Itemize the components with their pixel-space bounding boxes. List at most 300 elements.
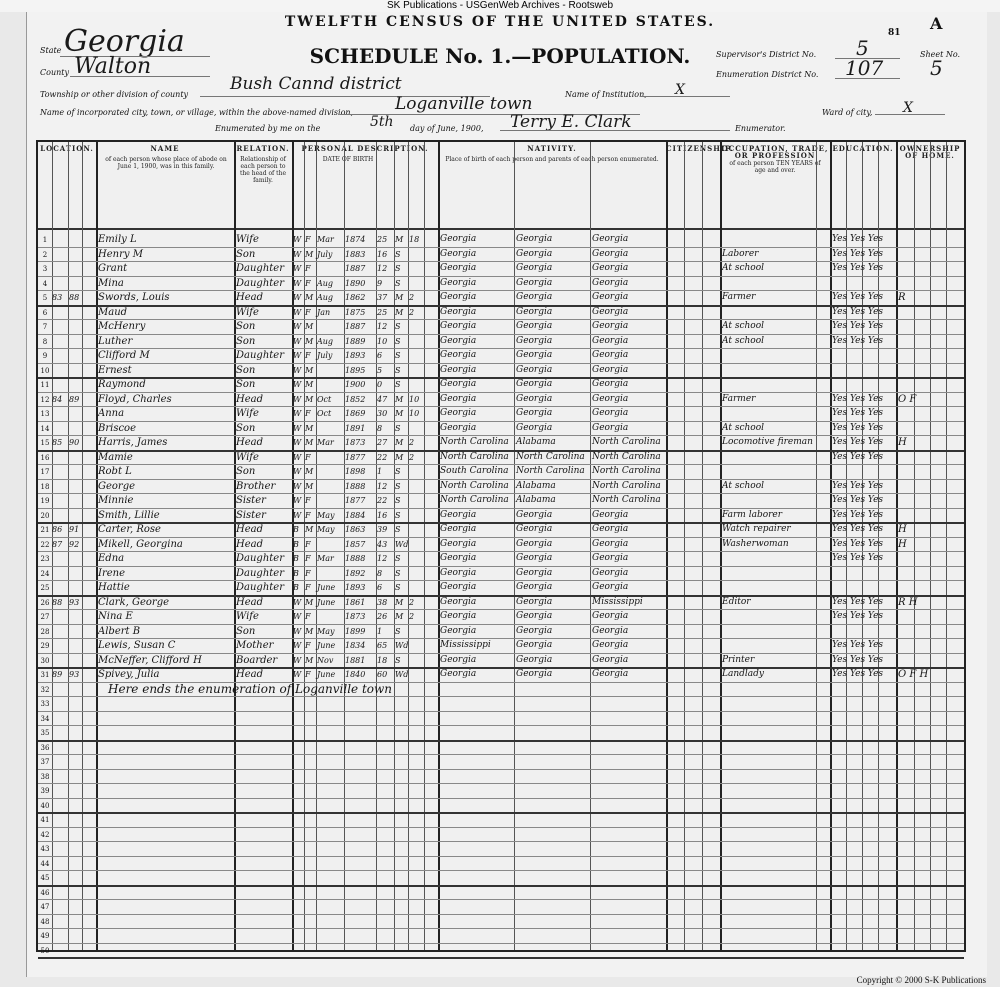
cell-name: Emily L — [98, 234, 137, 245]
col-dob: DATE OF BIRTH — [322, 156, 374, 163]
cell-own: H — [898, 437, 907, 448]
cell-color: B — [293, 539, 299, 549]
cell-b3: North Carolina — [592, 480, 661, 491]
cell-name: McHenry — [98, 321, 146, 332]
cell-month: May — [317, 525, 335, 534]
row-number: 35 — [40, 729, 50, 737]
row-number: 31 — [40, 671, 50, 679]
cell-color: W — [293, 612, 302, 621]
cell-age: 8 — [377, 568, 383, 578]
cell-name: Harris, James — [98, 437, 168, 448]
township-value: Bush Cannd district — [230, 74, 402, 94]
cell-ms: S — [395, 510, 401, 520]
cell-b3: Georgia — [592, 509, 629, 520]
cell-month: Aug — [317, 293, 334, 302]
cell-own: O F H — [898, 669, 929, 680]
cell-b3: Georgia — [592, 277, 629, 288]
row-rule — [38, 899, 964, 900]
cell-b3: North Carolina — [592, 451, 661, 462]
cell-age: 38 — [377, 597, 388, 607]
cell-name: Irene — [98, 567, 126, 579]
cell-dw: 83 — [52, 293, 63, 302]
cell-name: Carter, Rose — [98, 524, 161, 535]
cell-year: 1883 — [345, 249, 366, 259]
cell-yrs: 18 — [409, 235, 420, 244]
row-number: 28 — [40, 627, 50, 636]
cell-name: Mikell, Georgina — [98, 538, 183, 550]
cell-fam: 92 — [69, 539, 80, 549]
cell-color: W — [293, 322, 302, 331]
cell-occ: Farm laborer — [722, 509, 783, 520]
cell-rel: Sister — [236, 509, 266, 521]
cell-yrs: 2 — [409, 438, 415, 447]
cell-sex: M — [305, 423, 314, 433]
cell-month: Jan — [317, 307, 331, 317]
cell-b1: Georgia — [440, 422, 477, 433]
cell-rel: Wife — [236, 234, 259, 245]
cell-sex: M — [305, 626, 314, 636]
cell-b1: Georgia — [440, 292, 477, 302]
cell-b3: Georgia — [592, 640, 629, 650]
row-number: 5 — [42, 294, 48, 302]
cell-sex: M — [305, 525, 314, 534]
col-relation: RELATION. — [236, 144, 290, 153]
cell-name: Luther — [98, 335, 133, 347]
cell-b3: Georgia — [592, 582, 629, 592]
cell-b1: South Carolina — [440, 466, 509, 476]
cell-month: May — [317, 510, 335, 520]
cell-color: W — [293, 467, 302, 476]
row-rule — [38, 885, 964, 887]
cell-b1: Georgia — [440, 538, 477, 549]
cell-month: July — [317, 249, 333, 259]
cell-age: 12 — [377, 554, 388, 563]
cell-yrs: 10 — [409, 409, 420, 418]
cell-color: B — [293, 568, 299, 578]
header-divider — [38, 228, 964, 230]
cell-year: 1887 — [345, 322, 366, 331]
cell-b2: Georgia — [516, 364, 553, 375]
cell-b2: Georgia — [516, 654, 553, 665]
cell-ms: M — [395, 597, 404, 607]
row-rule — [38, 740, 964, 742]
row-number: 7 — [42, 323, 48, 331]
cell-name: Grant — [98, 263, 128, 274]
cell-color: W — [293, 278, 302, 288]
cell-color: W — [293, 626, 302, 636]
cell-rel: Daughter — [236, 277, 284, 289]
row-rule — [38, 725, 964, 726]
cell-b3: Georgia — [592, 553, 629, 563]
cell-age: 12 — [377, 322, 388, 331]
cell-ms: S — [395, 249, 401, 259]
cell-b1: Georgia — [440, 408, 477, 418]
cell-b3: Georgia — [592, 292, 629, 302]
cell-edu: Yes Yes Yes — [832, 509, 884, 520]
page-number: 81 — [888, 28, 901, 38]
cell-year: 1895 — [345, 365, 366, 375]
row-number: 12 — [40, 395, 50, 404]
cell-name: Spivey, Julia — [98, 669, 160, 680]
cell-b3: Georgia — [592, 654, 629, 665]
cell-ms: S — [395, 365, 401, 375]
cell-b2: Alabama — [516, 495, 556, 505]
row-number: 11 — [40, 381, 50, 389]
ward-value: X — [903, 100, 913, 116]
county-label: County — [40, 68, 69, 77]
population-table — [36, 140, 966, 955]
row-number: 26 — [40, 598, 50, 607]
row-rule — [38, 798, 964, 799]
cell-color: W — [293, 336, 302, 346]
institution-line — [640, 96, 730, 97]
cell-dw: 87 — [52, 539, 63, 549]
cell-sex: F — [305, 641, 311, 650]
cell-occ: At school — [722, 321, 764, 331]
cell-year: 1898 — [345, 467, 366, 476]
cell-edu: Yes Yes Yes — [832, 538, 884, 549]
cell-b2: Georgia — [516, 538, 553, 549]
cell-fam: 90 — [69, 438, 80, 447]
enumerator-label: Enumerator. — [735, 124, 786, 133]
cell-month: Aug — [317, 278, 334, 288]
cell-rel: Son — [236, 335, 256, 347]
cell-age: 27 — [377, 438, 388, 447]
cell-age: 30 — [377, 409, 388, 418]
cell-rel: Wife — [236, 306, 259, 318]
cell-sex: F — [305, 409, 311, 418]
cell-year: 1887 — [345, 264, 366, 273]
cell-name: Robt L — [98, 466, 132, 477]
row-rule — [38, 827, 964, 828]
cell-month: Oct — [317, 394, 332, 404]
cell-b2: Georgia — [516, 292, 553, 302]
cell-year: 1899 — [345, 626, 366, 636]
row-number: 3 — [42, 265, 48, 273]
cell-ms: Wd — [395, 539, 409, 549]
cell-ms: S — [395, 655, 401, 665]
cell-month: Mar — [317, 235, 334, 244]
cell-b2: Georgia — [516, 393, 553, 404]
cell-b2: Georgia — [516, 350, 553, 360]
cell-b2: Georgia — [516, 582, 553, 592]
cell-dw: 88 — [52, 597, 63, 607]
cell-own: O F — [898, 393, 917, 405]
cell-b2: Georgia — [516, 234, 553, 244]
cell-occ: Locomotive fireman — [722, 437, 813, 447]
cell-edu: Yes Yes Yes — [832, 611, 884, 621]
cell-b2: Georgia — [516, 263, 553, 273]
cell-color: B — [293, 583, 299, 592]
cell-fam: 88 — [69, 293, 80, 302]
row-number: 42 — [40, 830, 50, 839]
row-number: 8 — [42, 337, 48, 346]
cell-ms: S — [395, 423, 401, 433]
col-name: NAME — [150, 144, 180, 153]
row-rule — [38, 711, 964, 712]
cell-month: Mar — [317, 438, 334, 447]
row-rule — [38, 856, 964, 857]
cell-b1: Georgia — [440, 379, 477, 389]
cell-b1: Georgia — [440, 393, 477, 404]
cell-color: W — [293, 452, 302, 462]
cell-b1: Georgia — [440, 263, 477, 273]
cell-edu: Yes Yes Yes — [832, 437, 884, 447]
cell-b2: Georgia — [516, 625, 553, 636]
institution-label: Name of Institution, — [565, 90, 647, 99]
cell-edu: Yes Yes Yes — [832, 292, 884, 302]
cell-name: George — [98, 480, 136, 492]
cell-fam: 91 — [69, 525, 80, 534]
row-number: 39 — [40, 787, 50, 795]
cell-fam: 93 — [69, 597, 80, 607]
cell-b1: Georgia — [440, 654, 477, 665]
cell-b3: North Carolina — [592, 437, 661, 447]
copyright: Copyright © 2000 S-K Publications — [856, 975, 986, 985]
row-rule — [38, 754, 964, 755]
cell-year: 1877 — [345, 496, 366, 505]
cell-occ: At school — [722, 263, 764, 273]
row-number: 22 — [40, 540, 50, 549]
cell-rel: Son — [236, 321, 256, 332]
cell-b1: Georgia — [440, 364, 477, 375]
cell-name: Lewis, Susan C — [98, 640, 176, 651]
row-rule — [38, 928, 964, 929]
col-ownership: OWNERSHIP OF HOME. — [899, 144, 961, 160]
cell-age: 65 — [377, 641, 388, 650]
cell-sex: M — [305, 394, 314, 404]
cell-name: Floyd, Charles — [98, 393, 172, 405]
cell-b3: Georgia — [592, 393, 629, 404]
cell-b2: Georgia — [516, 553, 553, 563]
cell-b3: Georgia — [592, 263, 629, 273]
cell-sex: F — [305, 612, 311, 621]
cell-ms: Wd — [395, 641, 409, 650]
cell-name: Ernest — [98, 364, 132, 376]
cell-rel: Daughter — [236, 553, 284, 564]
row-number: 18 — [40, 482, 50, 491]
cell-rel: Son — [236, 422, 256, 434]
cell-edu: Yes Yes Yes — [832, 495, 884, 505]
row-rule — [38, 943, 964, 944]
cell-age: 26 — [377, 612, 388, 621]
row-number: 17 — [40, 468, 50, 476]
cell-b2: Georgia — [516, 408, 553, 418]
cell-color: W — [293, 438, 302, 447]
enumeration-value: 107 — [845, 56, 884, 80]
cell-ms: S — [395, 496, 401, 505]
row-number: 20 — [40, 511, 50, 520]
cell-edu: Yes Yes Yes — [832, 654, 884, 665]
cell-b3: Georgia — [592, 625, 629, 636]
cell-b1: Georgia — [440, 596, 477, 607]
enumerated-day: 5th — [370, 114, 394, 130]
col-name-note: of each person whose place of abode on June 1, 1900, was in this family. — [105, 156, 227, 170]
cell-fam: 93 — [69, 670, 80, 679]
enumerated-label: Enumerated by me on the — [215, 124, 321, 133]
row-rule — [38, 841, 964, 842]
county-line — [70, 76, 210, 77]
cell-ms: S — [395, 481, 401, 491]
row-number: 21 — [40, 526, 50, 534]
cell-name: Mamie — [98, 451, 133, 463]
row-number: 4 — [42, 279, 48, 288]
cell-age: 43 — [377, 539, 388, 549]
source-banner: SK Publications - USGenWeb Archives - Rootsweb — [0, 0, 1000, 12]
cell-b1: North Carolina — [440, 480, 509, 491]
cell-b1: Georgia — [440, 306, 477, 317]
cell-rel: Wife — [236, 611, 259, 622]
cell-b3: Georgia — [592, 335, 629, 346]
cell-edu: Yes Yes Yes — [832, 596, 884, 607]
cell-year: 1840 — [345, 670, 366, 679]
cell-yrs: 2 — [409, 612, 415, 621]
cell-yrs: 10 — [409, 394, 420, 404]
cell-b1: North Carolina — [440, 495, 509, 505]
county-value: Walton — [74, 54, 152, 79]
cell-name: Maud — [98, 306, 128, 318]
state-label: State — [40, 46, 62, 55]
cell-age: 18 — [377, 655, 388, 665]
cell-year: 1834 — [345, 641, 366, 650]
cell-year: 1893 — [345, 351, 366, 360]
cell-sex: F — [305, 264, 311, 273]
cell-rel: Head — [236, 437, 264, 448]
cell-b3: Georgia — [592, 364, 629, 375]
row-number: 13 — [40, 410, 50, 418]
cell-b2: Georgia — [516, 422, 553, 433]
cell-color: W — [293, 481, 302, 491]
cell-rel: Brother — [236, 480, 276, 492]
row-rule — [38, 870, 964, 871]
enumerator-line — [500, 130, 730, 131]
cell-color: W — [293, 293, 302, 302]
supervisor-label: Supervisor's District No. — [716, 50, 817, 59]
cell-ms: S — [395, 554, 401, 563]
cell-own: R — [898, 292, 906, 303]
cell-rel: Daughter — [236, 263, 284, 274]
cell-sex: M — [305, 249, 314, 259]
cell-edu: Yes Yes Yes — [832, 480, 884, 491]
cell-age: 22 — [377, 452, 388, 462]
cell-b1: Georgia — [440, 277, 477, 288]
row-number: 38 — [40, 772, 50, 781]
row-rule — [38, 769, 964, 770]
cell-b3: Georgia — [592, 379, 629, 389]
cell-year: 1881 — [345, 655, 366, 665]
cell-occ: At school — [722, 335, 764, 346]
cell-ms: M — [395, 612, 404, 621]
cell-age: 25 — [377, 307, 388, 317]
cell-year: 1861 — [345, 597, 366, 607]
sheet-label: Sheet No. — [920, 50, 961, 59]
cell-b3: Mississippi — [592, 596, 643, 607]
cell-occ: Farmer — [722, 393, 756, 404]
cell-year: 1873 — [345, 612, 366, 621]
cell-yrs: 2 — [409, 307, 415, 317]
cell-month: July — [317, 351, 333, 360]
census-title: TWELFTH CENSUS OF THE UNITED STATES. — [284, 14, 716, 30]
cell-month: June — [317, 583, 336, 592]
cell-rel: Head — [236, 596, 264, 608]
cell-b3: Georgia — [592, 669, 629, 679]
cell-year: 1891 — [345, 423, 366, 433]
cell-year: 1873 — [345, 438, 366, 447]
cell-b2: Georgia — [516, 509, 553, 520]
cell-edu: Yes Yes Yes — [832, 553, 884, 563]
cell-color: W — [293, 351, 302, 360]
cell-rel: Son — [236, 466, 256, 477]
cell-name: Nina E — [98, 611, 133, 622]
cell-ms: S — [395, 525, 401, 534]
cell-age: 12 — [377, 264, 388, 273]
row-number: 47 — [40, 903, 50, 911]
ward-line — [875, 114, 945, 115]
cell-b1: Mississippi — [440, 640, 491, 650]
cell-ms: S — [395, 380, 401, 389]
cell-color: W — [293, 249, 302, 259]
cell-sex: F — [305, 307, 311, 317]
cell-b2: Georgia — [516, 640, 553, 650]
cell-dw: 85 — [52, 438, 63, 447]
enumerator-name: Terry E. Clark — [510, 112, 632, 132]
cell-rel: Son — [236, 364, 256, 376]
cell-name: Swords, Louis — [98, 292, 170, 303]
cell-dw: 86 — [52, 525, 63, 534]
cell-b3: Georgia — [592, 321, 629, 331]
cell-edu: Yes Yes Yes — [832, 248, 884, 259]
row-number: 40 — [40, 801, 50, 810]
cell-sex: F — [305, 351, 311, 360]
cell-age: 8 — [377, 423, 383, 433]
cell-sex: F — [305, 278, 311, 288]
supervisor-value: 5 — [856, 36, 869, 60]
cell-ms: M — [395, 452, 404, 462]
cell-occ: Laborer — [722, 248, 759, 259]
row-number: 10 — [40, 366, 50, 375]
institution-value: X — [675, 82, 685, 98]
cell-b1: North Carolina — [440, 437, 509, 447]
cell-b2: Alabama — [516, 437, 556, 447]
corner-mark: A — [930, 14, 943, 33]
cell-age: 25 — [377, 235, 388, 244]
row-rule — [38, 783, 964, 784]
cell-own: R H — [898, 596, 918, 608]
cell-color: W — [293, 423, 302, 433]
cell-name: Smith, Lillie — [98, 509, 160, 521]
cell-edu: Yes Yes Yes — [832, 408, 884, 418]
row-number: 23 — [40, 555, 50, 563]
cell-edu: Yes Yes Yes — [832, 263, 884, 273]
cell-rel: Head — [236, 538, 264, 550]
cell-year: 1890 — [345, 278, 366, 288]
col-personal: PERSONAL DESCRIPTION. — [301, 144, 429, 153]
cell-color: W — [293, 394, 302, 404]
cell-ms: S — [395, 467, 401, 476]
cell-month: Mar — [317, 554, 334, 563]
cell-b3: North Carolina — [592, 495, 661, 505]
cell-age: 9 — [377, 278, 383, 288]
cell-b3: Georgia — [592, 611, 629, 621]
cell-b1: Georgia — [440, 582, 477, 592]
end-of-enumeration-note: Here ends the enumeration of Loganville town — [108, 681, 393, 696]
cell-name: Edna — [98, 553, 125, 564]
cell-year: 1862 — [345, 293, 366, 302]
cell-color: W — [293, 641, 302, 650]
col-education: EDUCATION. — [832, 144, 894, 153]
cell-year: 1888 — [345, 481, 366, 491]
sheet-value: 5 — [930, 56, 943, 80]
